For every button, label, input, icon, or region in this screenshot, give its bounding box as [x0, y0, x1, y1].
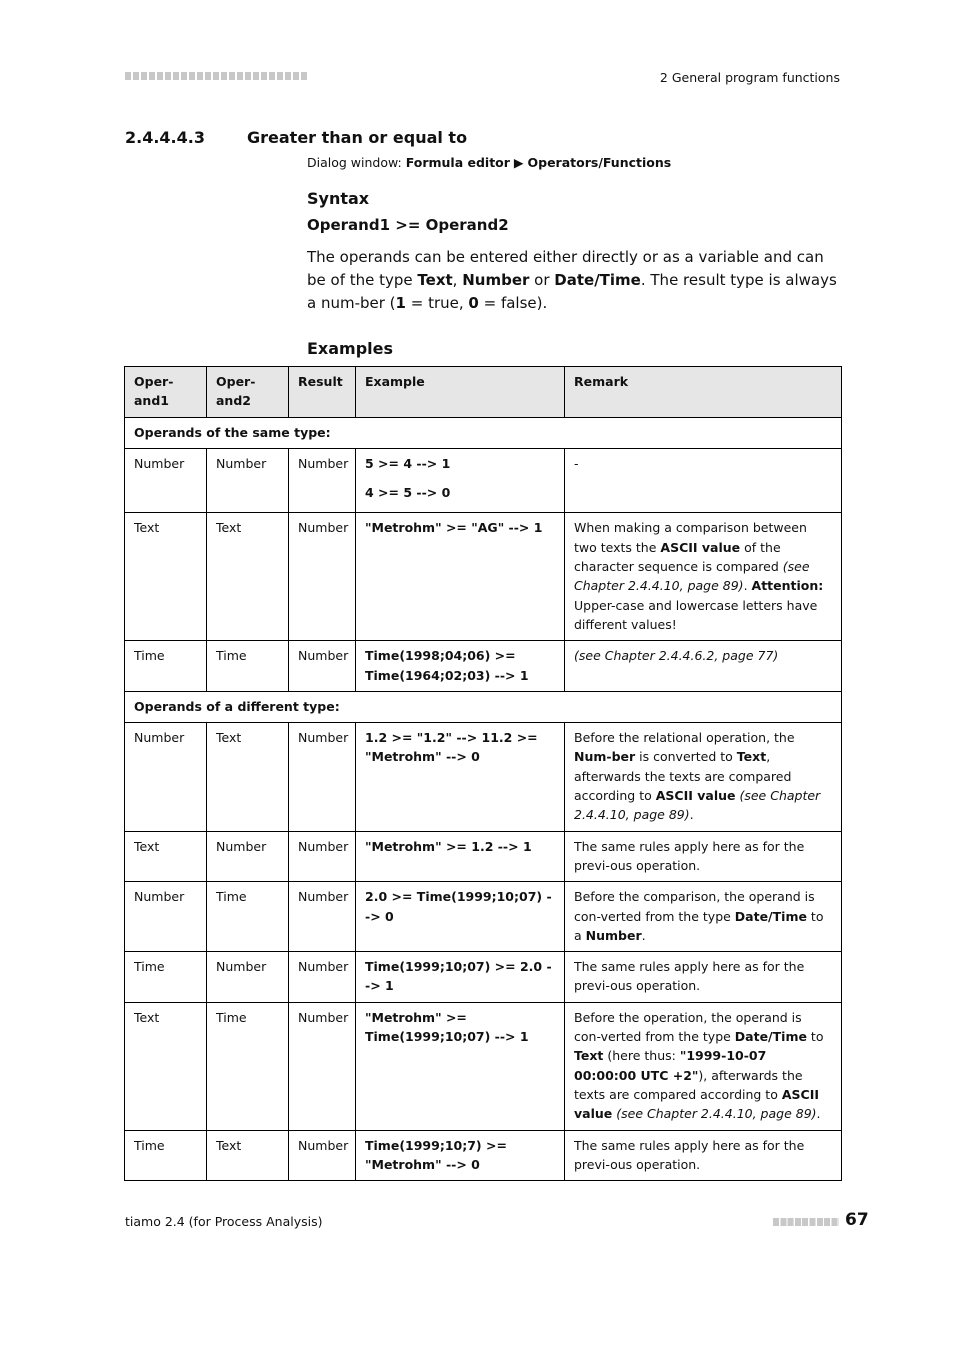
page-number: 67 [845, 1210, 869, 1230]
col-header-operand2: Oper-and2 [207, 367, 289, 418]
table-row: Time Time Number Time(1998;04;06) >= Time(1964;02;03) --> 1 (see Chapter 2.4.4.6.2, page 77) [125, 641, 842, 692]
table-row: Text Number Number "Metrohm" >= 1.2 --> 1 The same rules apply here as for the previ-ous operation. [125, 831, 842, 882]
description: The operands can be entered either directly or as a variable and can be of the type Text, Number or Date/Time. The result type is always a num-ber (1 = true, 0 = false). [307, 248, 837, 312]
table-row: Text Text Number "Metrohm" >= "AG" --> 1 When making a comparison between two texts the ASCII value of the character sequence is compared (see Chapter 2.4.4.10, page 89). Attention: Upper-case and lowercase letters have different values! [125, 513, 842, 641]
table-row: Number Time Number 2.0 >= Time(1999;10;07) --> 0 Before the comparison, the operand is con-verted from the type Date/Time to a Number. [125, 882, 842, 952]
group-row [125, 691, 842, 722]
group-label-different-type: Operands of a different type: [125, 691, 842, 722]
table-row: Number Number Number 5 >= 4 --> 1 4 >= 5 --> 0 - [125, 448, 842, 513]
table-row: Number Text Number 1.2 >= "1.2" --> 11.2 >= "Metrohm" --> 0 Before the relational operation, the Num-ber is converted to Text, afterwards the texts are compared according to ASCII value (see Chapter 2.4.4.10, page 89). [125, 723, 842, 831]
col-header-operand1: Oper-and1 [125, 367, 207, 418]
footer-product: tiamo 2.4 (for Process Analysis) [125, 1214, 323, 1229]
section-number: 2.4.4.4.3 [125, 128, 205, 147]
table-header-row [125, 367, 842, 418]
table-row: Text Time Number "Metrohm" >= Time(1999;10;07) --> 1 Before the operation, the operand is con-verted from the type Date/Time to Text (here thus: "1999-10-07 00:00:00 UTC +2"), afterwards the texts are compared according to ASCII value (see Chapter 2.4.4.10, page 89). [125, 1002, 842, 1130]
syntax-formula: Operand1 >= Operand2 [307, 216, 509, 234]
dialog-path-1: Formula editor [405, 155, 510, 170]
group-row [125, 417, 842, 448]
header-decoration [125, 72, 307, 80]
syntax-heading: Syntax [307, 189, 370, 208]
dialog-path [307, 155, 671, 170]
section-title: Greater than or equal to [247, 128, 468, 147]
examples-heading: Examples [307, 339, 394, 358]
dialog-path-2: Operators/Functions [527, 155, 672, 170]
col-header-result: Result [289, 367, 356, 418]
footer-decoration [773, 1218, 839, 1226]
dialog-prefix: Dialog window: [307, 155, 406, 170]
table-row: Time Number Number Time(1999;10;07) >= 2.0 --> 1 The same rules apply here as for the previ-ous operation. [125, 952, 842, 1003]
operators-table [124, 366, 842, 1181]
running-header: 2 General program functions [659, 70, 840, 85]
group-label-same-type: Operands of the same type: [125, 417, 842, 448]
table-row: Time Text Number Time(1999;10;7) >= "Metrohm" --> 0 The same rules apply here as for the previ-ous operation. [125, 1130, 842, 1181]
col-header-example: Example [356, 367, 565, 418]
arrow-icon: ▶ [509, 155, 528, 170]
col-header-remark: Remark [565, 367, 842, 418]
